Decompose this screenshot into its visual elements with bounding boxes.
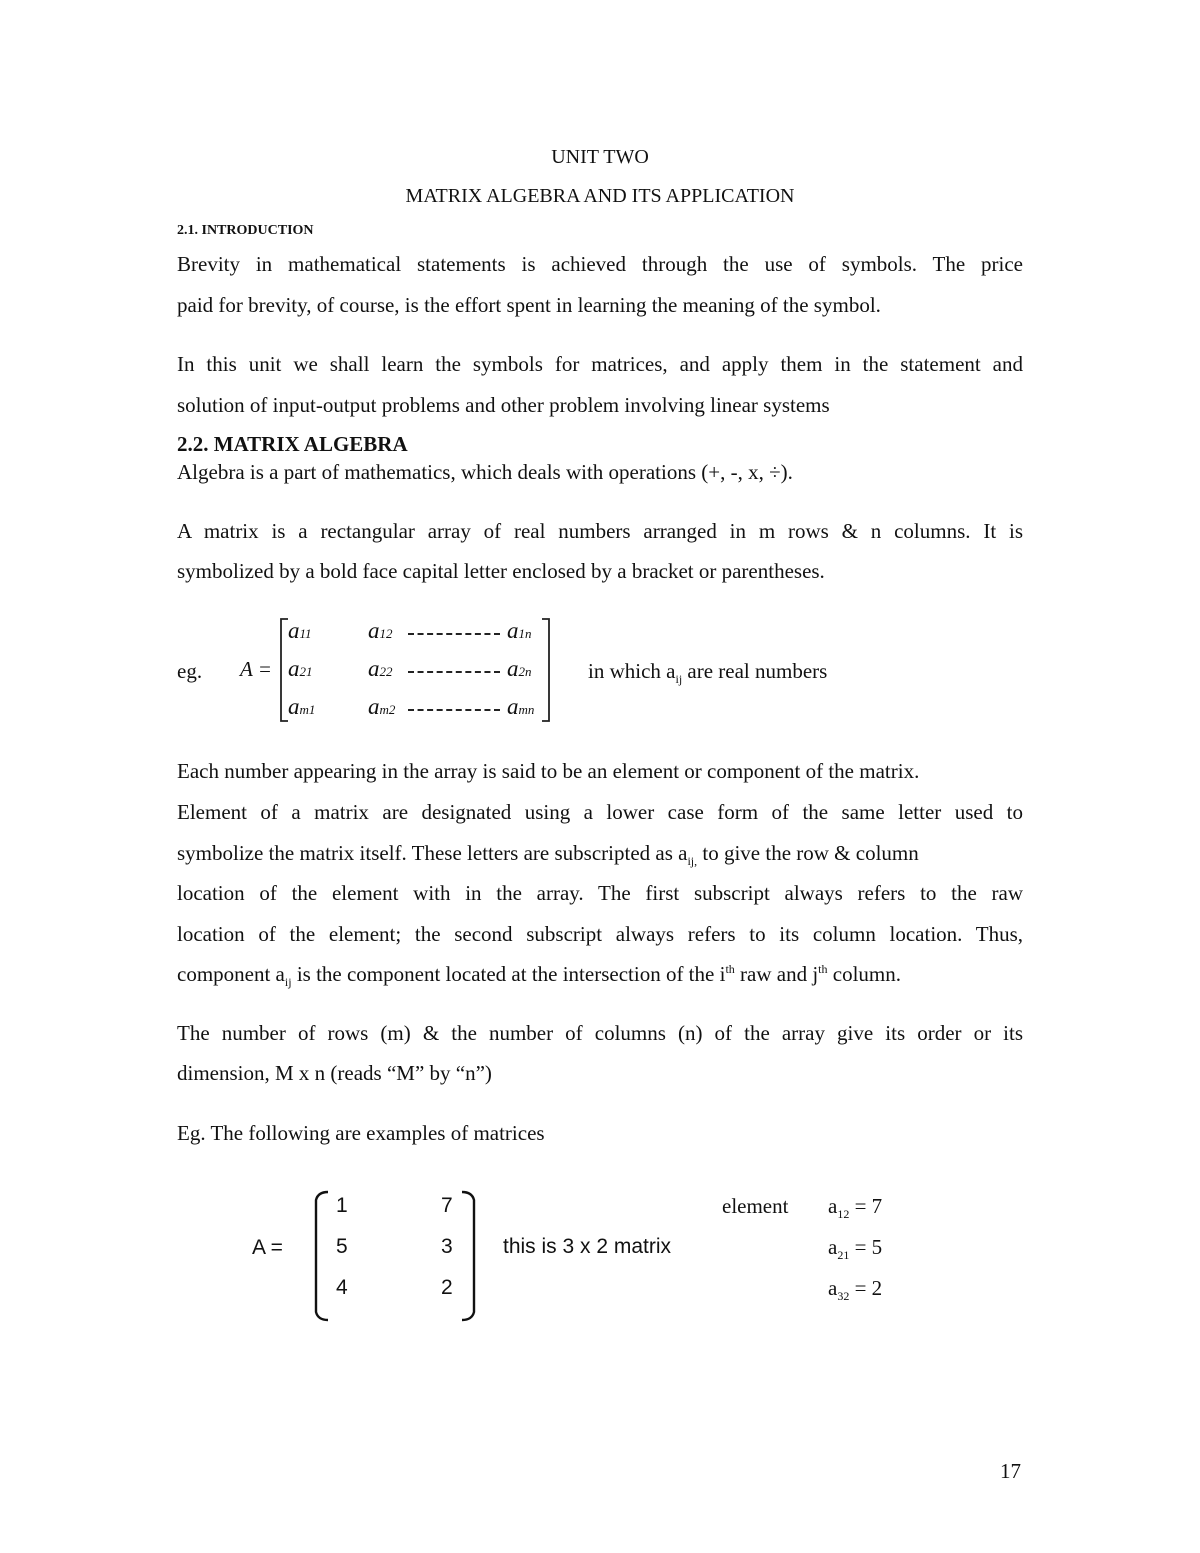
matrix-entry: a12	[368, 618, 393, 643]
matrix-cell: 1	[336, 1194, 348, 1217]
intro-p2-line1: In this unit we shall learn the symbols for matrices, and apply them in the statement and	[177, 352, 1023, 376]
matrix-entry: a1n	[507, 618, 532, 643]
page-number: 17	[1000, 1459, 1021, 1483]
matrix-entry: a11	[288, 618, 312, 643]
ellipsis-dashes	[408, 633, 500, 635]
eg-label: eg.	[177, 659, 203, 683]
elements-line3: symbolize the matrix itself. These letters are subscripted as $a_{ij,}$ to give the row & column	[177, 841, 919, 869]
matrix-entry: a21	[288, 656, 313, 681]
example-lhs: A =	[252, 1236, 283, 1259]
element-label: element	[722, 1194, 789, 1218]
section-heading-matrix-algebra: 2.2. MATRIX ALGEBRA	[177, 432, 408, 456]
examples-intro: Eg. The following are examples of matrices	[177, 1121, 545, 1145]
elements-line1: Each number appearing in the array is said to be an element or component of the matrix.	[177, 759, 920, 783]
order-line1: The number of rows (m) & the number of columns (n) of the array give its order or its	[177, 1021, 1023, 1045]
chapter-title: MATRIX ALGEBRA AND ITS APPLICATION	[405, 185, 795, 207]
matrix-note: in which $a_{ij}$ are real numbers	[588, 659, 828, 687]
order-line2: dimension, M x n (reads “M” by “n”)	[177, 1061, 492, 1085]
ellipsis-dashes	[408, 709, 500, 711]
matrix-cell: 2	[441, 1276, 453, 1299]
elements-line6: component $a_{ij}$ is the component located at the intersection of the $i^{th}$ raw and $j^{th}$ column.	[177, 962, 902, 990]
intro-p1-line2: paid for brevity, of course, is the effort spent in learning the meaning of the symbol.	[177, 293, 881, 317]
intro-p1-line1: Brevity in mathematical statements is achieved through the use of symbols. The price	[177, 252, 1023, 276]
matrix-entry: a22	[368, 656, 393, 681]
section-heading-introduction: 2.1. INTRODUCTION	[177, 223, 314, 238]
matrix-lhs: A =	[240, 657, 272, 681]
element-value: $a_{32} = 2$	[828, 1276, 883, 1304]
ellipsis-dashes	[408, 671, 500, 673]
matrix-def-line2: symbolized by a bold face capital letter enclosed by a bracket or parentheses.	[177, 559, 825, 583]
matrix-entry: am2	[368, 694, 396, 719]
element-value: $a_{21} = 5$	[828, 1235, 883, 1263]
matrix-cell: 3	[441, 1235, 453, 1258]
matrix-entry: am1	[288, 694, 316, 719]
elements-line2: Element of a matrix are designated using a lower case form of the same letter used to	[177, 800, 1023, 824]
elements-line5: location of the element; the second subscript always refers to its column location. Thus,	[177, 922, 1023, 946]
elements-line4: location of the element with in the array. The first subscript always refers to the raw	[177, 881, 1023, 905]
intro-p2-line2: solution of input-output problems and other problem involving linear systems	[177, 393, 830, 417]
matrix-cell: 4	[336, 1276, 348, 1299]
matrix-cell: 7	[441, 1194, 453, 1217]
matrix-entry: a2n	[507, 656, 532, 681]
matrix-caption: this is 3 x 2 matrix	[503, 1235, 672, 1258]
element-value: $a_{12} = 7$	[828, 1194, 883, 1222]
matrix-cell: 5	[336, 1235, 348, 1258]
unit-label: UNIT TWO	[551, 146, 649, 168]
matrix-def-line1: A matrix is a rectangular array of real numbers arranged in m rows & n columns. It is	[177, 519, 1023, 543]
matrix-entry: amn	[507, 694, 535, 719]
algebra-definition: Algebra is a part of mathematics, which deals with operations (+, -, x, ÷).	[177, 460, 793, 484]
